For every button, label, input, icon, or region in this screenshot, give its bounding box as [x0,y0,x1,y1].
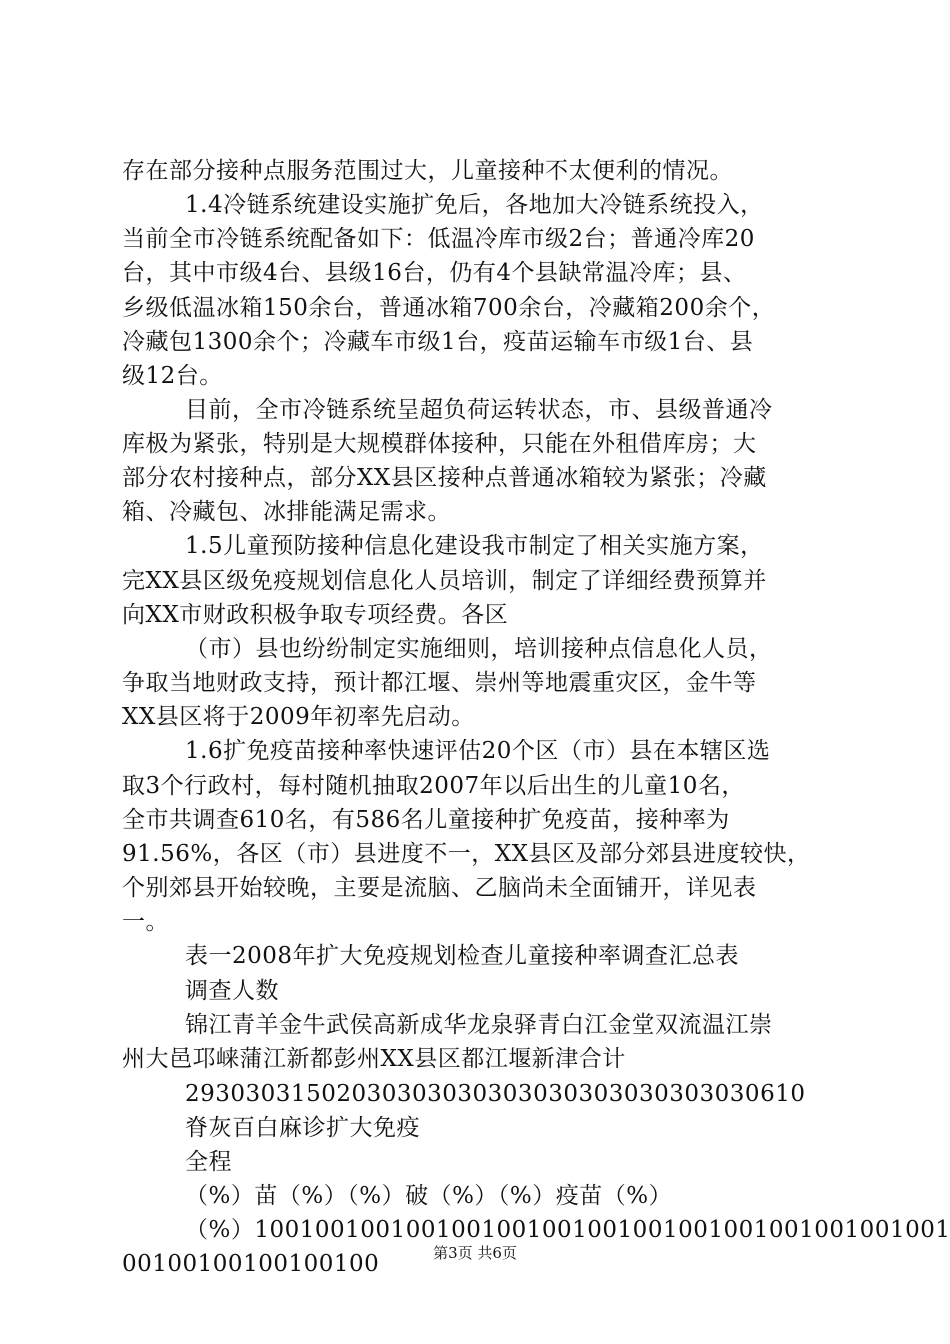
text-line: 库极为紧张，特别是大规模群体接种，只能在外租借库房；大 [122,431,757,457]
text-line: 调查人数 [185,978,279,1004]
text-line: 目前，全市冷链系统呈超负荷运转状态，市、县级普通冷 [185,397,773,423]
text-line: 锦江青羊金牛武侯高新成华龙泉驿青白江金堂双流温江崇 [185,1012,773,1038]
text-line: XX县区将于2009年初率先启动。 [122,704,475,730]
text-line: 冷藏包1300余个；冷藏车市级1台，疫苗运输车市级1台、县 [122,329,754,355]
text-line: 29303031502030303030303030303030303030610 [185,1081,806,1107]
text-line: 1.5儿童预防接种信息化建设我市制定了相关实施方案， [185,533,764,559]
text-line: 个别郊县开始较晚，主要是流脑、乙脑尚未全面铺开，详见表 [122,875,757,901]
text-line: 完XX县区级免疫规划信息化人员培训，制定了详细经费预算并 [122,568,767,594]
text-line: 全程 [185,1149,232,1175]
text-line: 当前全市冷链系统配备如下：低温冷库市级2台；普通冷库20 [122,226,755,252]
text-line: 箱、冷藏包、冰排能满足需求。 [122,499,451,525]
text-line: 争取当地财政支持，预计都江堰、崇州等地震重灾区，金牛等 [122,670,757,696]
text-line: 级12台。 [122,363,223,389]
text-line: 00100100100100100 [122,1251,380,1277]
text-line: 脊灰百白麻诊扩大免疫 [185,1115,420,1141]
text-line: 取3个行政村，每村随机抽取2007年以后出生的儿童10名， [122,773,745,799]
text-line: （市）县也纷纷制定实施细则，培训接种点信息化人员， [185,636,773,662]
text-line: 表一2008年扩大免疫规划检查儿童接种率调查汇总表 [185,943,740,969]
text-line: 乡级低温冰箱150余台，普通冰箱700余台，冷藏箱200余个， [122,295,776,321]
text-line: 91.56%，各区（市）县进度不一，XX县区及部分郊县进度较快， [122,841,811,867]
text-line: 州大邑邛崃蒲江新都彭州XX县区都江堰新津合计 [122,1046,626,1072]
text-line: （%）1001001001001001001001001001001001001001001001 [185,1217,950,1243]
text-line: 台，其中市级4台、县级16台，仍有4个县缺常温冷库；县、 [122,260,747,286]
text-line: （%）苗（%）（%）破（%）（%）疫苗（%） [185,1183,673,1209]
text-line: 向XX市财政积极争取专项经费。各区 [122,602,509,628]
text-line: 存在部分接种点服务范围过大，儿童接种不太便利的情况。 [122,158,733,184]
page-footer: 第3页 共6页 [433,1244,517,1262]
text-line: 一。 [122,909,169,935]
text-line: 全市共调查610名，有586名儿童接种扩免疫苗，接种率为 [122,807,730,833]
text-line: 部分农村接种点，部分XX县区接种点普通冰箱较为紧张；冷藏 [122,465,767,491]
text-line: 1.6扩免疫苗接种率快速评估20个区（市）县在本辖区选 [185,738,771,764]
text-line: 1.4冷链系统建设实施扩免后，各地加大冷链系统投入， [185,192,764,218]
